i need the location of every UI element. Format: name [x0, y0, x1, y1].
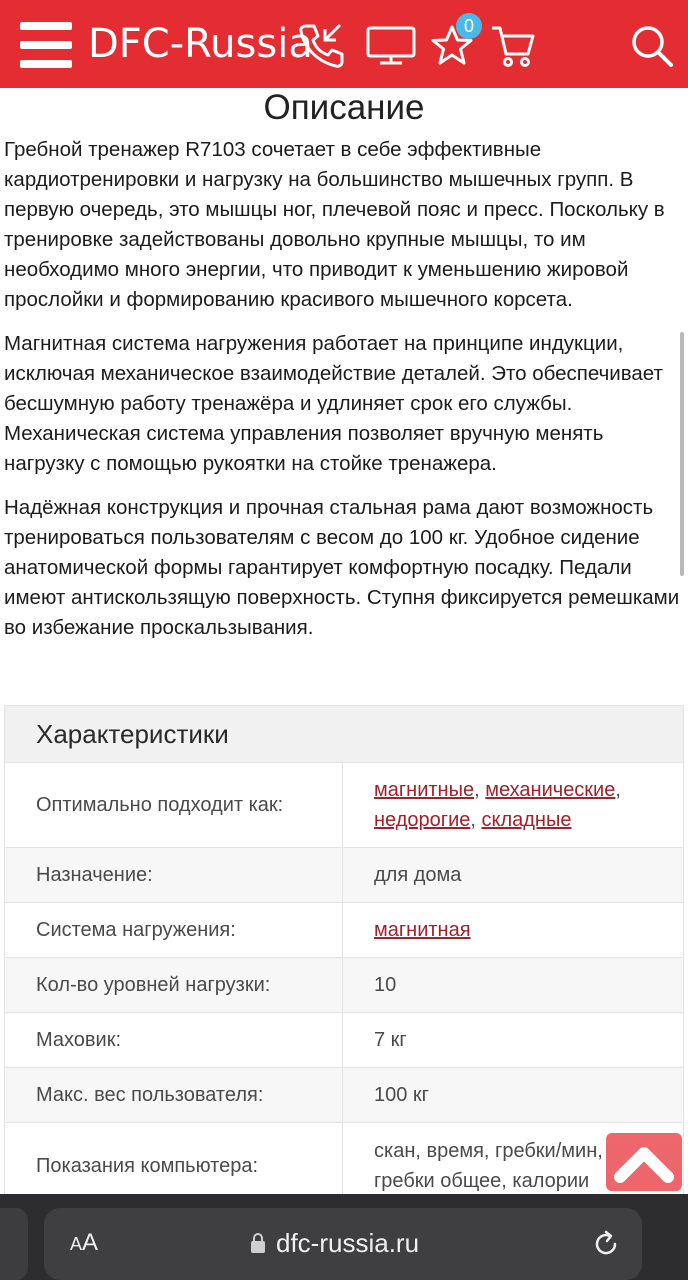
spec-value: 100 кг	[374, 1084, 429, 1106]
spec-value	[343, 903, 683, 957]
spec-label: Назначение:	[5, 848, 343, 902]
reader-settings-button[interactable]: AA	[70, 1229, 99, 1256]
specs-title: Характеристики	[5, 706, 683, 763]
spec-row	[5, 763, 683, 848]
spec-value-line: скан, время, гребки/мин,	[374, 1140, 603, 1162]
scrollbar-thumb[interactable]	[680, 332, 684, 576]
spec-link-magnetic[interactable]: магнитные	[374, 779, 475, 801]
spec-link-mechanical[interactable]: механические	[485, 779, 616, 801]
spec-label: Показания компьютера:	[5, 1123, 343, 1194]
search-icon[interactable]	[630, 24, 674, 68]
spec-link-cheap[interactable]: недорогие	[374, 809, 471, 831]
spec-row	[5, 848, 683, 903]
favorites-count-badge: 0	[456, 13, 482, 39]
spec-label: Маховик:	[5, 1013, 343, 1067]
address-bar[interactable]	[44, 1208, 642, 1280]
page-content	[0, 88, 688, 1194]
previous-tab-preview[interactable]	[0, 1208, 28, 1280]
chevron-up-icon	[606, 1133, 682, 1191]
scroll-to-top-button[interactable]	[606, 1133, 682, 1191]
spec-value-line: гребки общее, калории	[374, 1170, 590, 1192]
spec-row	[5, 903, 683, 958]
phone-callback-icon[interactable]	[298, 22, 346, 68]
brand-logo[interactable]: DFC-Russia	[88, 21, 313, 67]
spec-label: Система нагружения:	[5, 903, 343, 957]
spec-value: магнитные, механические, недорогие, складные	[374, 779, 621, 831]
spec-label: Оптимально подходит как:	[5, 763, 343, 847]
specs-table	[4, 705, 684, 1194]
monitor-icon[interactable]	[366, 26, 416, 66]
spec-link-folding[interactable]: складные	[481, 809, 572, 831]
url-text[interactable]: dfc-russia.ru	[276, 1228, 420, 1258]
description-paragraph: Магнитная система нагружения работает на принципе индукции, исключая механическое взаимодействие деталей. Это обеспечивает бесшумную работу тренажёра и удлиняет срок его службы. Механическая система управления позволяет вручную менять нагрузку с помощью рукоятки на стойке тренажера.	[4, 332, 663, 475]
spec-row	[5, 958, 683, 1013]
spec-value: для дома	[374, 864, 462, 886]
spec-value: 10	[374, 974, 397, 996]
spec-value: 7 кг	[374, 1029, 407, 1051]
spec-link-magnetic-load[interactable]: магнитная	[374, 919, 471, 941]
description-paragraph: Гребной тренажер R7103 сочетает в себе эффективные кардиотренировки и нагрузку на большинство мышечных групп. В первую очередь, это мышцы ног, плечевой пояс и пресс. Поскольку в тренировке задействованы довольно крупные мышцы, то им необходимо много энергии, что приводит к уменьшению жировой прослойки и формированию красивого мышечного корсета.	[4, 138, 665, 311]
description-title: Описание	[263, 88, 425, 127]
lock-icon	[250, 1232, 266, 1254]
site-header	[0, 0, 688, 88]
spec-label: Макс. вес пользователя:	[5, 1068, 343, 1122]
browser-toolbar	[0, 1194, 688, 1280]
spec-label: Кол-во уровней нагрузки:	[5, 958, 343, 1012]
cart-icon[interactable]	[490, 24, 536, 68]
spec-row	[5, 1068, 683, 1123]
description-paragraph: Надёжная конструкция и прочная стальная рама дают возможность тренироваться пользователям с весом до 100 кг. Удобное сидение анатомической формы гарантирует комфортную посадку. Педали имеют антискользящую поверхность. Ступня фиксируется ремешками во избежание проскальзывания.	[4, 496, 680, 639]
menu-icon[interactable]	[20, 22, 72, 68]
spec-row	[5, 1013, 683, 1068]
spec-row	[5, 1123, 683, 1194]
reload-icon[interactable]	[592, 1230, 620, 1258]
